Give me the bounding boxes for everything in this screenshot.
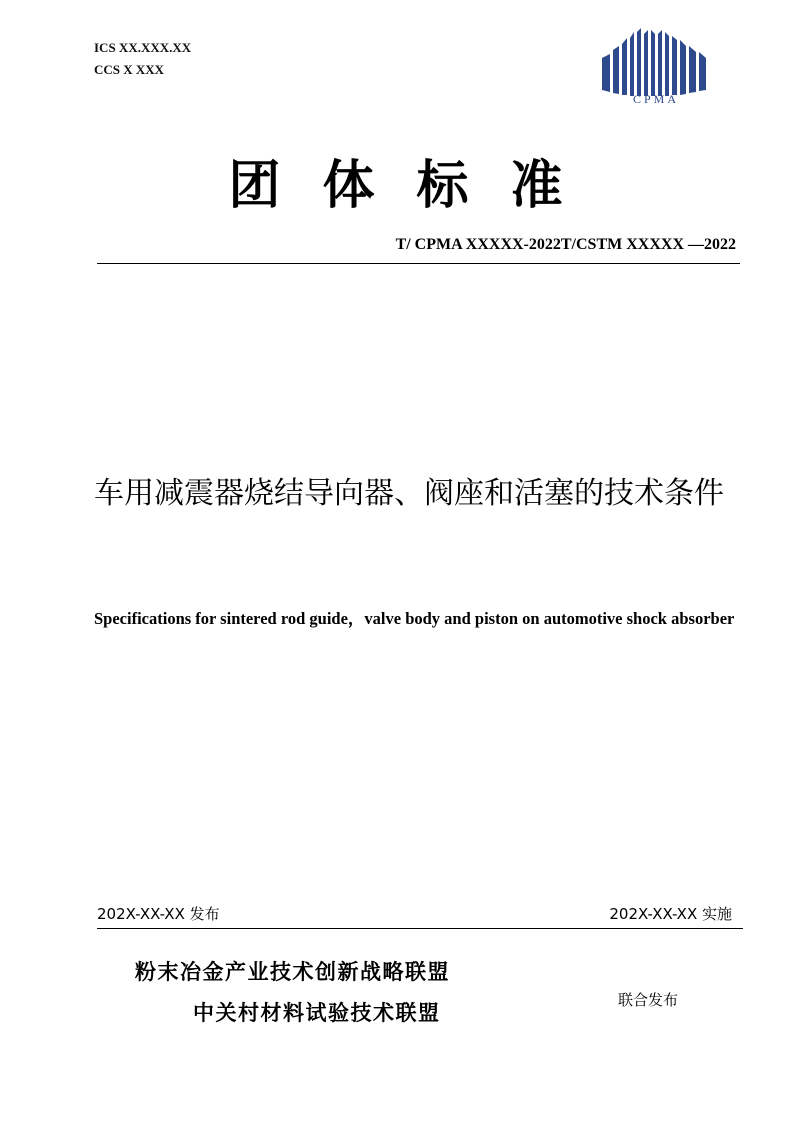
main-title: 团体标准 — [228, 156, 605, 216]
implementation-date: 202X-XX-XX 实施 — [609, 905, 732, 923]
logo-text: CPMA — [632, 92, 679, 106]
ccs-code: CCS X XXX — [94, 62, 165, 77]
ics-code: ICS XX.XXX.XX — [94, 40, 192, 55]
standard-code: T/ CPMA XXXXX-2022T/CSTM XXXXX —2022 — [395, 236, 736, 253]
top-divider — [97, 263, 740, 264]
joint-publish-label: 联合发布 — [618, 991, 679, 1009]
publisher-org-2: 中关村材料试验技术联盟 — [193, 1001, 441, 1025]
bottom-divider — [97, 928, 743, 929]
issue-date: 202X-XX-XX 发布 — [97, 905, 220, 923]
document-title-en: Specifications for sintered rod guide，valve body and piston on automotive shock absorber — [94, 609, 735, 628]
document-title-cn: 车用减震器烧结导向器、阀座和活塞的技术条件 — [94, 476, 724, 511]
publisher-org-1: 粉末冶金产业技术创新战略联盟 — [135, 960, 450, 984]
